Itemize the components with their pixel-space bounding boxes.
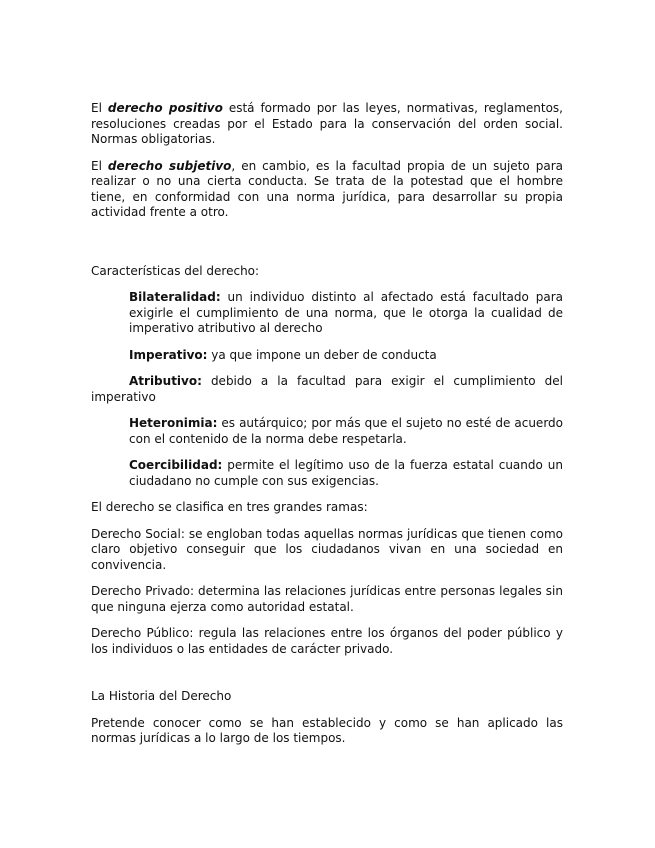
desc-imperativo: ya que impone un deber de conducta (207, 347, 437, 362)
caracteristica-bilateralidad (129, 290, 563, 337)
ramas-intro: El derecho se clasifica en tres grandes ramas: (91, 500, 368, 514)
term-imperativo: Imperativo: (129, 347, 208, 362)
paragraph-derecho-positivo (91, 101, 563, 148)
text-post: está formado por las leyes, normativas, reglamentos, resoluciones creadas por el Estado para la conservación del orden social. Normas obligatorias. (91, 101, 563, 146)
rama-derecho-social: Derecho Social: se engloban todas aquellas normas jurídicas que tienen como claro objetivo conseguir que los ciudadanos vivan en una sociedad en convivencia. (91, 526, 563, 572)
term-coercibilidad: Coercibilidad: (129, 458, 223, 472)
document-page (91, 101, 563, 747)
historia-title: La Historia del Derecho (91, 689, 232, 703)
term-atributivo: Atributivo: (129, 374, 202, 388)
caracteristicas-heading: Características del derecho: (91, 263, 260, 278)
text-pre: El (91, 158, 108, 173)
historia-text: Pretende conocer como se han establecido y como se han aplicado las normas jurídicas a lo largo de los tiempos. (91, 715, 563, 745)
paragraph-derecho-subjetivo (91, 159, 563, 221)
desc-coercibilidad: permite el legítimo uso de la fuerza estatal cuando un ciudadano no cumple con sus exigencias. (129, 458, 563, 488)
term-bilateralidad: Bilateralidad: (129, 290, 221, 304)
term-derecho-subjetivo: derecho subjetivo (107, 158, 232, 173)
caracteristica-heteronimia (129, 416, 563, 447)
term-heteronimia: Heteronimia: (129, 416, 218, 430)
desc-atributivo: debido a la facultad para exigir el cumplimiento del imperativo (91, 374, 563, 404)
rama-derecho-publico: Derecho Público: regula las relaciones entre los órganos del poder público y los individuos o las entidades de carácter privado. (91, 626, 563, 656)
rama-derecho-privado: Derecho Privado: determina las relaciones jurídicas entre personas legales sin que ninguna ejerza como autoridad estatal. (91, 584, 563, 614)
text-pre: El (91, 101, 108, 115)
caracteristica-atributivo (91, 374, 563, 405)
desc-heteronimia: es autárquico; por más que el sujeto no esté de acuerdo con el contenido de la norma debe respetarla. (129, 416, 563, 446)
term-derecho-positivo: derecho positivo (107, 101, 223, 115)
text-post: , en cambio, es la facultad propia de un sujeto para realizar o no una cierta conducta. Se trata de la potestad que el hombre tiene, en conformidad con una norma jurídica, para desarrollar su propia actividad frente a otro. (91, 158, 563, 219)
desc-bilateralidad: un individuo distinto al afectado está facultado para exigirle el cumplimiento de una norma, que le otorga la cualidad de imperativo atributivo al derecho (129, 290, 563, 335)
caracteristica-imperativo (129, 348, 563, 364)
caracteristica-coercibilidad (129, 458, 563, 489)
